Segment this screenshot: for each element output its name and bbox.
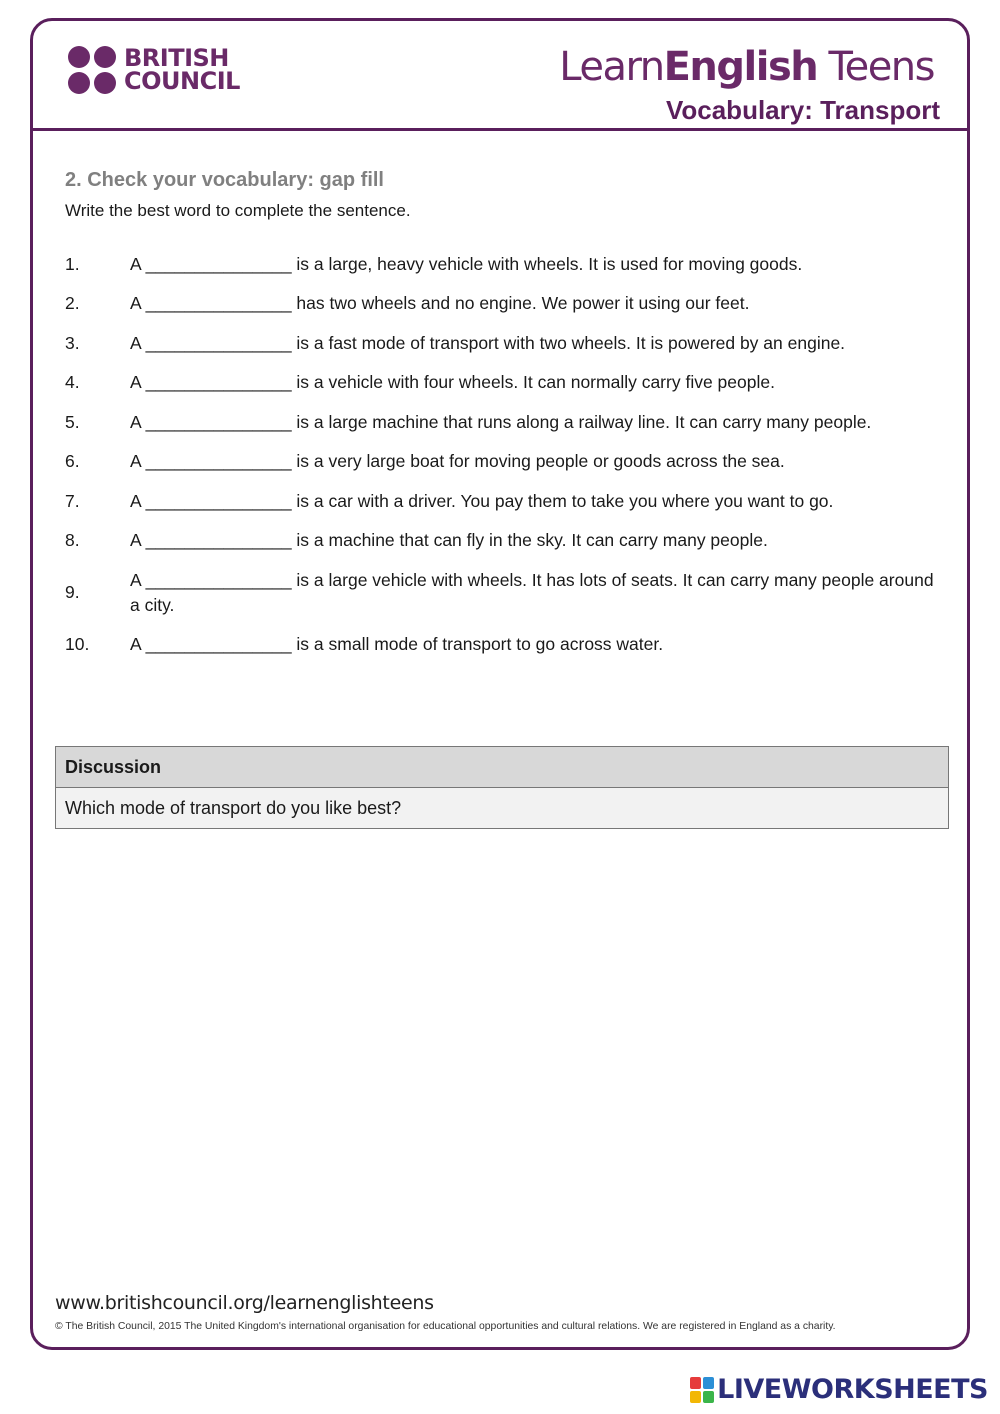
question-item (65, 370, 935, 395)
logo-line-1: BRITISH (124, 44, 229, 72)
question-number: 9. (65, 582, 80, 602)
logo-line-2: COUNCIL (124, 67, 240, 95)
question-item (65, 528, 935, 553)
question-text: A _______________ is a machine that can fly in the sky. It can carry many people. (130, 530, 768, 550)
question-number: 3. (65, 333, 80, 353)
british-council-logo (68, 46, 240, 94)
question-number: 6. (65, 451, 80, 471)
learnenglish-teens-logo (559, 44, 934, 90)
question-item (65, 489, 935, 514)
british-council-dots-icon (68, 46, 116, 94)
question-text: A _______________ has two wheels and no engine. We power it using our feet. (130, 293, 750, 313)
question-number: 7. (65, 491, 80, 511)
question-number: 1. (65, 254, 80, 274)
question-text: A _______________ is a very large boat for moving people or goods across the sea. (130, 451, 785, 471)
question-item (65, 410, 935, 435)
question-text: A _______________ is a large vehicle with wheels. It has lots of seats. It can carry many people around a city. (130, 570, 934, 615)
header-divider (30, 128, 970, 131)
question-text: A _______________ is a small mode of transport to go across water. (130, 634, 664, 654)
question-number: 8. (65, 530, 80, 550)
question-item (65, 449, 935, 474)
question-item (65, 331, 935, 356)
footer-copyright: © The British Council, 2015 The United Kingdom's international organisation for educational opportunities and cultural relations. We are registered in England as a charity. (55, 1321, 836, 1332)
question-text: A _______________ is a large machine that runs along a railway line. It can carry many people. (130, 412, 872, 432)
question-item (65, 291, 935, 316)
question-text: A _______________ is a vehicle with four wheels. It can normally carry five people. (130, 372, 775, 392)
footer-url: www.britishcouncil.org/learnenglishteens (55, 1292, 434, 1314)
liveworksheets-icon (690, 1377, 714, 1403)
brand-learn: Learn (559, 44, 664, 90)
page-title: Vocabulary: Transport (665, 95, 940, 125)
question-text: A _______________ is a large, heavy vehicle with wheels. It is used for moving goods. (130, 254, 803, 274)
discussion-table (55, 746, 949, 829)
question-number: 5. (65, 412, 80, 432)
instruction-text: Write the best word to complete the sentence. (65, 201, 411, 220)
discussion-heading: Discussion (56, 747, 948, 788)
question-number: 10. (65, 634, 90, 654)
discussion-question: Which mode of transport do you like best? (56, 788, 948, 828)
brand-teens: Teens (817, 44, 934, 90)
question-text: A _______________ is a car with a driver. You pay them to take you where you want to go. (130, 491, 834, 511)
brand-english: English (663, 44, 818, 90)
question-item (65, 252, 935, 277)
question-item (65, 632, 935, 657)
liveworksheets-logo (690, 1374, 988, 1405)
section-heading: 2. Check your vocabulary: gap fill (65, 169, 384, 191)
british-council-wordmark (124, 44, 240, 95)
question-number: 2. (65, 293, 80, 313)
question-item (65, 568, 935, 618)
question-text: A _______________ is a fast mode of transport with two wheels. It is powered by an engine. (130, 333, 846, 353)
question-number: 4. (65, 372, 80, 392)
liveworksheets-wordmark: LIVEWORKSHEETS (717, 1374, 988, 1405)
